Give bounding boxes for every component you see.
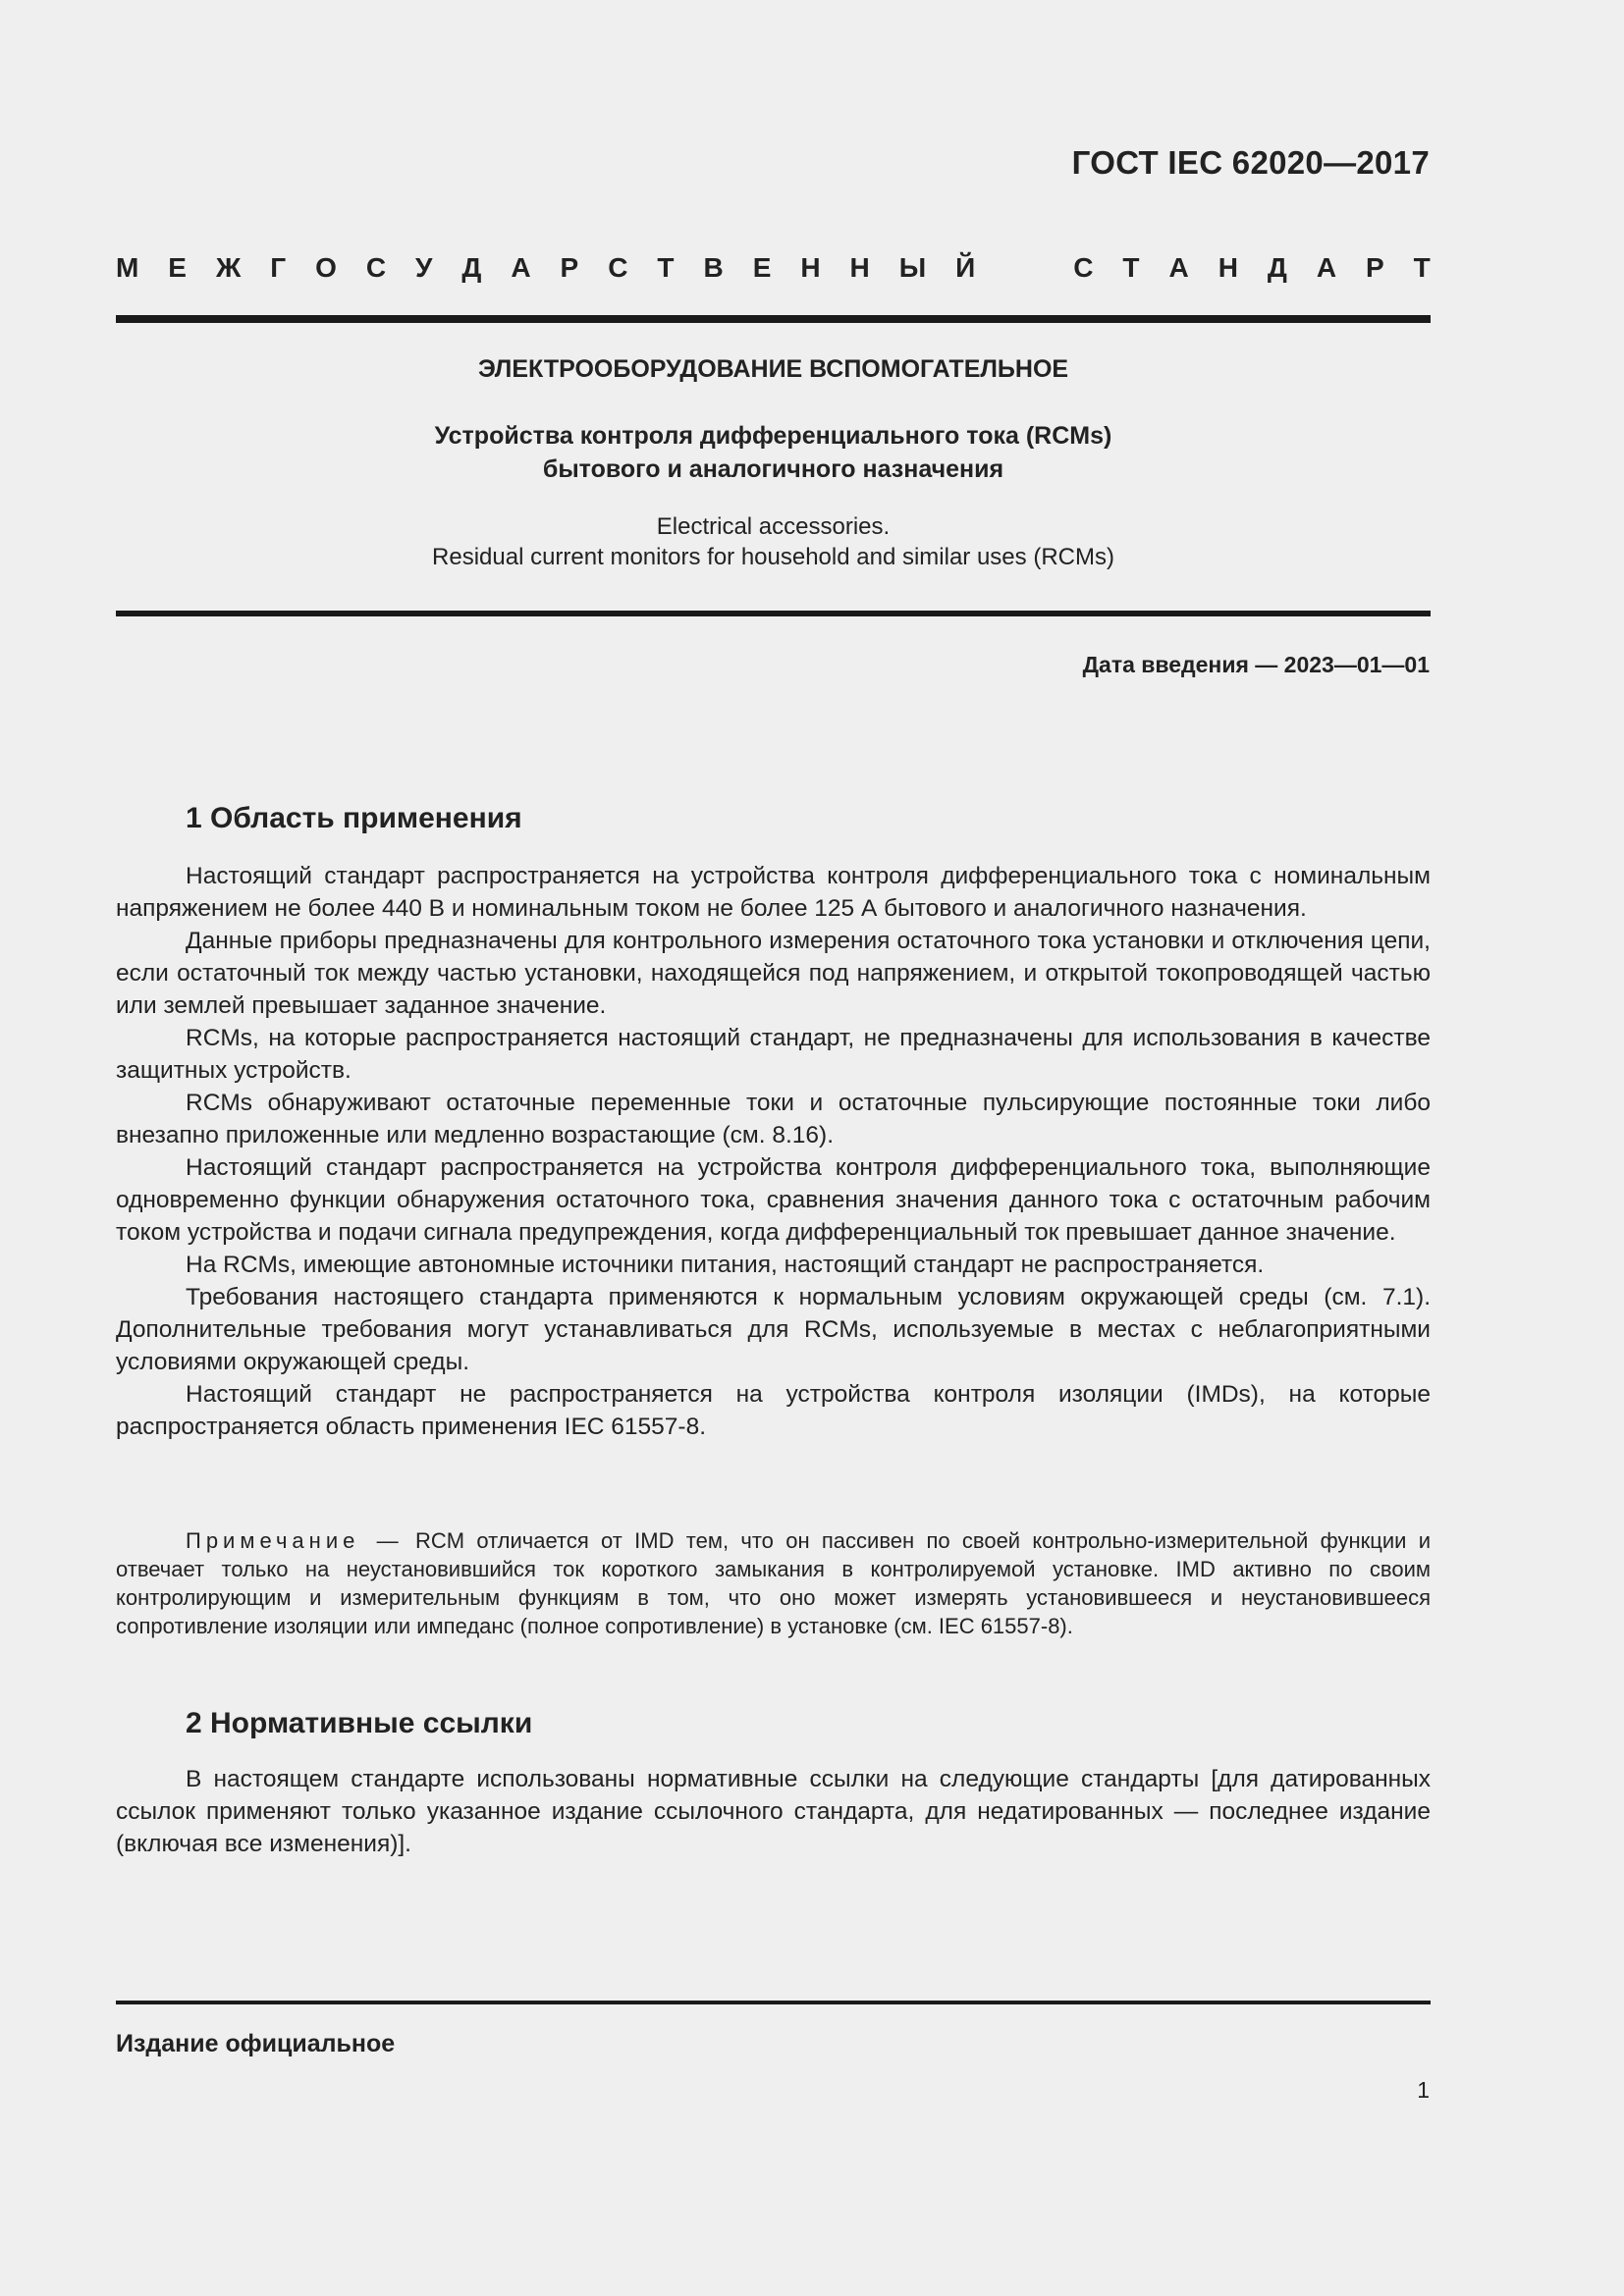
banner-letter: Н xyxy=(800,252,821,283)
banner-letter: Р xyxy=(560,252,579,283)
section-2 xyxy=(116,1706,1431,1741)
banner-letter: Т xyxy=(1122,252,1140,283)
banner-letter: С xyxy=(608,252,628,283)
introduction-date: Дата введения — 2023—01—01 xyxy=(1082,652,1430,677)
english-title-line: Electrical accessories. xyxy=(656,513,891,540)
banner-letter: С xyxy=(365,252,387,283)
paragraph: В настоящем стандарте использованы нормативные ссылки на следующие стандарты [для датированных ссылок применяют только указанное издание ссылочного стандарта, для недатированных — последнее издание (включая все изменения)]. xyxy=(116,1766,1431,1857)
banner-letter: Р xyxy=(1366,252,1384,283)
section-heading: 2 Нормативные ссылки xyxy=(186,1707,533,1739)
banner-letter: А xyxy=(511,252,531,283)
banner-letter: М xyxy=(116,252,139,283)
paragraph: Настоящий стандарт распространяется на устройства контроля дифференциального тока, выполняющие одновременно функции обнаружения остаточного тока, сравнения значения данного тока с остаточным рабочим током устройства и подачи сигнала предупреждения, когда дифференциальный ток превышает данное значение. xyxy=(116,1154,1431,1246)
english-title-line: Residual current monitors for household and similar uses (RCMs) xyxy=(432,544,1114,570)
document-title: ЭЛЕКТРООБОРУДОВАНИЕ ВСПОМОГАТЕЛЬНОЕ xyxy=(477,355,1069,383)
paragraph: RCMs, на которые распространяется настоящий стандарт, не предназначены для использования в качестве защитных устройств. xyxy=(116,1025,1431,1084)
banner-word-gap xyxy=(1004,251,1044,285)
banner-letter: Д xyxy=(461,252,482,283)
subtitle-line: бытового и аналогичного назначения xyxy=(542,455,1004,483)
note-label: Примечание — xyxy=(186,1528,404,1553)
paragraph: На RCMs, имеющие автономные источники питания, настоящий стандарт не распространяется. xyxy=(186,1252,1265,1278)
banner-letter: Т xyxy=(657,252,675,283)
note xyxy=(116,1526,1431,1640)
banner-letter: Е xyxy=(752,252,772,283)
paragraph: Настоящий стандарт распространяется на устройства контроля дифференциального тока с номинальным напряжением не более 440 В и номинальным током не более 125 А бытового и аналогичного назначения. xyxy=(116,863,1431,922)
paragraph: Настоящий стандарт не распространяется на устройства контроля изоляции (IMDs), на которые распространяется область применения IEC 61557-8. xyxy=(116,1381,1431,1440)
banner-letter: Т xyxy=(1413,252,1431,283)
page-number: 1 xyxy=(1417,2077,1430,2103)
section-heading: 1 Область применения xyxy=(186,802,522,834)
document-code: ГОСТ IEC 62020—2017 xyxy=(1071,144,1430,181)
banner-letter: Е xyxy=(168,252,187,283)
banner-letter: Н xyxy=(1218,252,1238,283)
english-title xyxy=(116,511,1431,572)
subtitle-line: Устройства контроля дифференциального тока (RCMs) xyxy=(434,422,1112,450)
banner-letter: А xyxy=(1168,252,1189,283)
edition-label: Издание официальное xyxy=(116,2030,396,2057)
banner-letter: С xyxy=(1073,252,1094,283)
note-paragraph xyxy=(116,1526,1431,1640)
banner-letter: А xyxy=(1316,252,1337,283)
banner-letter: У xyxy=(415,252,433,283)
section-1-body xyxy=(116,860,1431,1443)
banner-letter: Г xyxy=(270,252,287,283)
paragraph: Требования настоящего стандарта применяются к нормальным условиям окружающей среды (см. 7.1). Дополнительные требования могут устанавливаться для RCMs, используемые в местах с неблагоприятными условиями окружающей среды. xyxy=(116,1284,1431,1375)
standard-banner xyxy=(116,251,1431,285)
banner-letter: В xyxy=(703,252,724,283)
banner-letter: О xyxy=(315,252,337,283)
paragraph: Данные приборы предназначены для контрольного измерения остаточного тока установки и отключения цепи, если остаточный ток между частью установки, находящейся под напряжением, и открытой токопроводящей частью или землей превышает заданное значение. xyxy=(116,928,1431,1019)
title-divider xyxy=(116,611,1431,616)
top-divider xyxy=(116,315,1431,323)
footer-divider xyxy=(116,2001,1431,2004)
note-text: RCM отличается от IMD тем, что он пассивен по своей контрольно-измерительной функции и отвечает только на неустановившийся ток короткого замыкания в контролируемой установке. IMD активно по своим контролирующим и измерительным функциям в том, что оно может измерять установившееся и неустановившееся сопротивление изоляции или импеданс (полное сопротивление) в установке (см. IEC 61557-8). xyxy=(116,1528,1431,1638)
section-1 xyxy=(116,801,1431,836)
section-2-body xyxy=(116,1763,1431,1860)
banner-letter: Ы xyxy=(898,252,927,283)
banner-letter: Й xyxy=(955,252,976,283)
banner-letter: Н xyxy=(849,252,870,283)
paragraph: RCMs обнаруживают остаточные переменные токи и остаточные пульсирующие постоянные токи либо внезапно приложенные или медленно возрастающие (см. 8.16). xyxy=(116,1090,1431,1148)
banner-letter: Д xyxy=(1267,252,1287,283)
banner-letter: Ж xyxy=(215,252,242,283)
document-subtitle xyxy=(116,419,1431,486)
